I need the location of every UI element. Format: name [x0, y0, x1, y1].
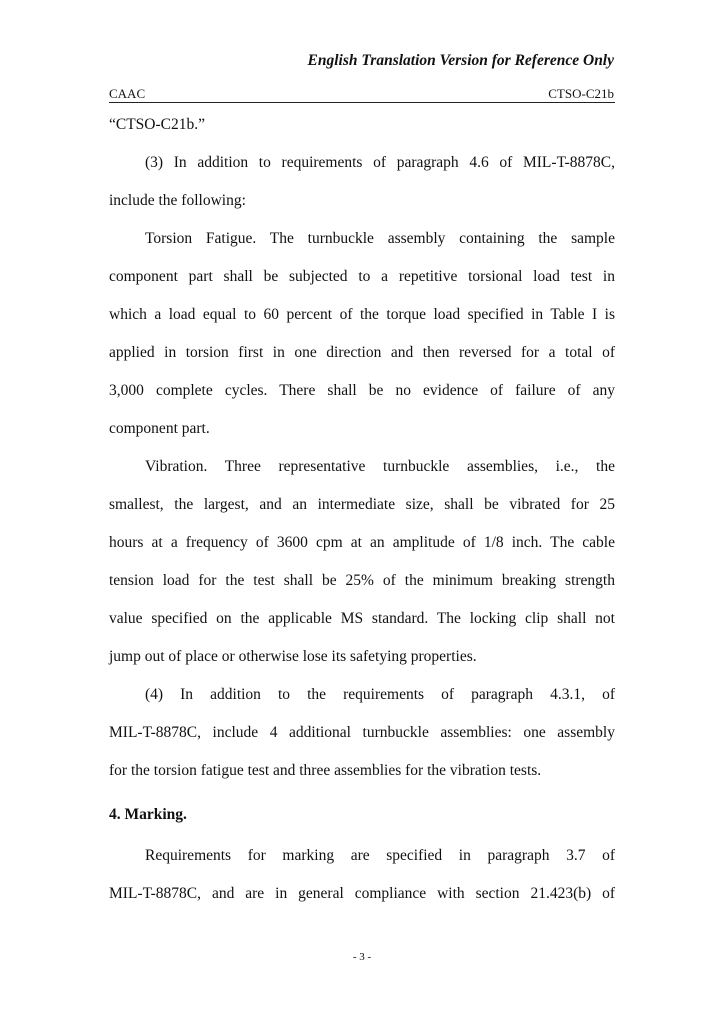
translation-banner: English Translation Version for Reference Only	[307, 52, 614, 69]
text-line: which a load equal to 60 percent of the torque load specified in Table I is	[109, 306, 615, 323]
text-line: MIL-T-8878C, and are in general compliance with section 21.423(b) of	[109, 885, 615, 902]
text-line: hours at a frequency of 3600 cpm at an amplitude of 1/8 inch. The cable	[109, 534, 615, 551]
section-heading: 4. Marking.	[109, 806, 187, 823]
text-line: component part.	[109, 420, 210, 437]
text-line: (4) In addition to the requirements of paragraph 4.3.1, of	[145, 686, 615, 703]
text-line: (3) In addition to requirements of paragraph 4.6 of MIL-T-8878C,	[145, 154, 615, 171]
text-line: for the torsion fatigue test and three assemblies for the vibration tests.	[109, 762, 542, 779]
text-line: smallest, the largest, and an intermediate size, shall be vibrated for 25	[109, 496, 615, 513]
text-line: MIL-T-8878C, include 4 additional turnbuckle assemblies: one assembly	[109, 724, 615, 741]
header-right: CTSO-C21b	[548, 86, 614, 101]
text-line: jump out of place or otherwise lose its safetying properties.	[109, 648, 477, 665]
text-line: component part shall be subjected to a repetitive torsional load test in	[109, 268, 615, 285]
header-rule	[109, 102, 615, 103]
text-line: Vibration. Three representative turnbuckle assemblies, i.e., the	[145, 458, 615, 475]
text-line: 3,000 complete cycles. There shall be no evidence of failure of any	[109, 382, 615, 399]
text-line: “CTSO-C21b.”	[109, 116, 206, 133]
text-line: Torsion Fatigue. The turnbuckle assembly containing the sample	[145, 230, 615, 247]
text-line: include the following:	[109, 192, 246, 209]
text-line: tension load for the test shall be 25% of the minimum breaking strength	[109, 572, 615, 589]
page-number: - 3 -	[352, 951, 372, 963]
page-body	[109, 113, 615, 920]
text-line: applied in torsion first in one direction and then reversed for a total of	[109, 344, 615, 361]
text-line: Requirements for marking are specified in paragraph 3.7 of	[145, 847, 615, 864]
header-left: CAAC	[109, 86, 146, 101]
text-line: value specified on the applicable MS standard. The locking clip shall not	[109, 610, 615, 627]
